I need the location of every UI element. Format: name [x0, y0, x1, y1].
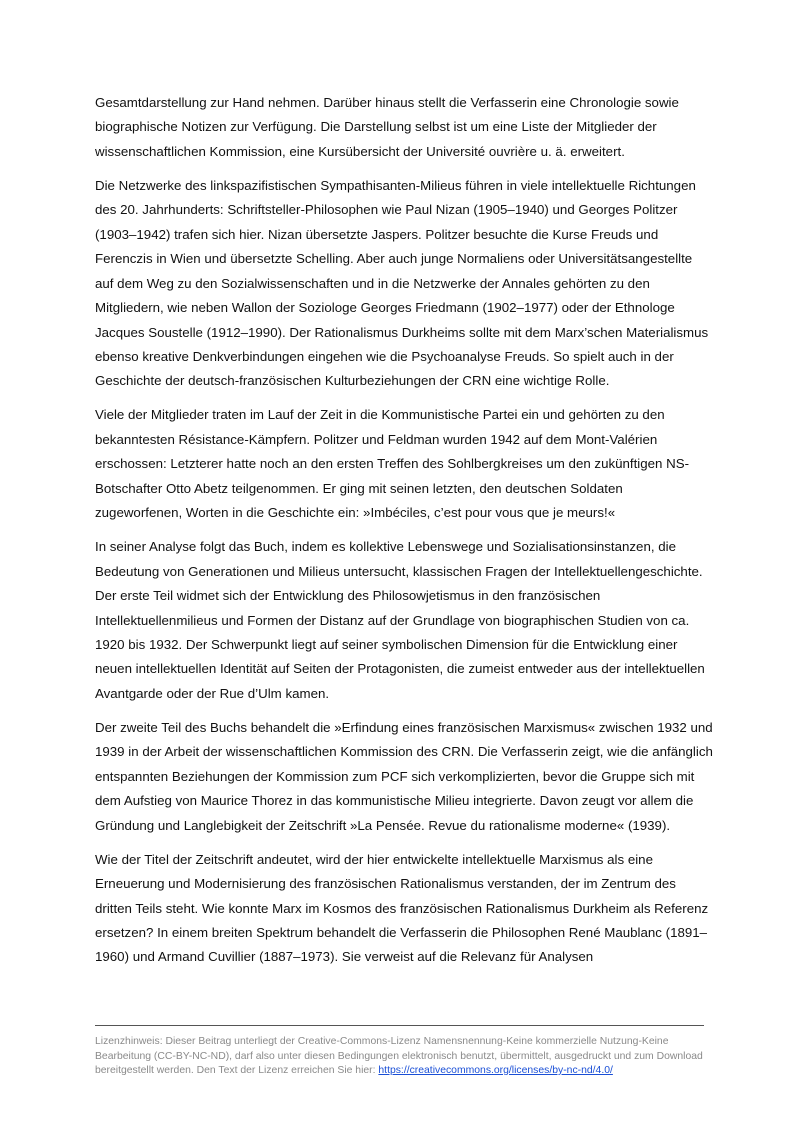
- paragraph-2: Die Netzwerke des linkspazifistischen Sympathisanten-Milieus führen in viele intellektuelle Richtungen des 20. Jahrhunderts: Schriftsteller-Philosophen wie Paul Nizan (1905–1940) und Georges Politzer (1903–1942) trafen sich hier. Nizan übersetzte Jaspers. Politzer besuchte die Kurse Freuds und Ferenczis in Wien und übersetzte Schelling. Aber auch junge Normaliens oder Universitätsangestellte auf dem Weg zu den Sozialwissenschaften und in die Netzwerke der Annales gehörten zu den Mitgliedern, wie neben Wallon der Soziologe Georges Friedmann (1902–1977) oder der Ethnologe Jacques Soustelle (1912–1990). Der Rationalismus Durkheims sollte mit dem Marx’schen Materialismus ebenso kreative Denkverbindungen eingehen wie die Psychoanalyse Freuds. So spielt auch in der Geschichte der deutsch-französischen Kulturbeziehungen der CRN eine wichtige Rolle.: [95, 177, 709, 389]
- license-link[interactable]: https://creativecommons.org/licenses/by-nc-nd/4.0/: [378, 1065, 613, 1076]
- article-body: [95, 91, 713, 979]
- paragraph-4: In seiner Analyse folgt das Buch, indem es kollektive Lebenswege und Sozialisationsinstanzen, die Bedeutung von Generationen und Milieus untersucht, klassischen Fragen der Intellektuellengeschichte. Der erste Teil widmet sich der Entwicklung des Philosowjetismus in den französischen Intellektuellenmilieus und Formen der Distanz auf der Grundlage von biographischen Studien von ca. 1920 bis 1932. Der Schwerpunkt liegt auf seiner symbolischen Dimension für die Entwicklung einer neuen intellektuellen Identität auf Seiten der Protagonisten, die zumeist entweder aus der intellektuellen Avantgarde oder der Rue d’Ulm kamen.: [95, 539, 705, 701]
- paragraph-6: Wie der Titel der Zeitschrift andeutet, wird der hier entwickelte intellektuelle Marxismus als eine Erneuerung und Modernisierung des französischen Rationalismus verstanden, der im Zentrum des dritten Teils steht. Wie konnte Marx im Kosmos des französischen Rationalismus Durkheim als Referenz ersetzen? In einem breiten Spektrum behandelt die Verfasserin die Philosophen René Maublanc (1891–1960) und Armand Cuvillier (1887–1973). Sie verweist auf die Relevanz für Analysen: [95, 851, 709, 965]
- paragraph-5: Der zweite Teil des Buchs behandelt die »Erfindung eines französischen Marxismus« zwischen 1932 und 1939 in der Arbeit der wissenschaftlichen Kommission des CRN. Die Verfasserin zeigt, wie die anfänglich entspannten Beziehungen der Kommission zum PCF sich verkomplizierten, bevor die Gruppe sich mit dem Aufstieg von Maurice Thorez in das kommunistische Milieu integrierte. Davon zeugt vor allem die Gründung und Langlebigkeit der Zeitschrift »La Pensée. Revue du rationalisme moderne« (1939).: [95, 719, 713, 833]
- footer-divider: [95, 1025, 704, 1026]
- paragraph-3: Viele der Mitglieder traten im Lauf der Zeit in die Kommunistische Partei ein und gehörten zu den bekanntesten Résistance-Kämpfern. Politzer und Feldman wurden 1942 auf dem Mont-Valérien erschossen: Letzterer hatte noch an den ersten Treffen des Sohlbergkreises um den zukünftigen NS-Botschafter Otto Abetz teilgenommen. Er ging mit seinen letzten, den deutschen Soldaten zugeworfenen, Worten in die Geschichte ein: »Imbéciles, c’est pour vous que je meurs!«: [95, 407, 690, 521]
- license-notice: [95, 1035, 707, 1079]
- license-text: Lizenzhinweis: Dieser Beitrag unterliegt der Creative-Commons-Lizenz Namensnennung-Keine kommerzielle Nutzung-Keine Bearbeitung (CC-BY-NC-ND), darf also unter diesen Bedingungen elektronisch benutzt, übermittelt, ausgedruckt und zum Download bereitgestellt werden. Den Text der Lizenz erreichen Sie hier:: [95, 1036, 703, 1076]
- paragraph-1: Gesamtdarstellung zur Hand nehmen. Darüber hinaus stellt die Verfasserin eine Chronologie sowie biographische Notizen zur Verfügung. Die Darstellung selbst ist um eine Liste der Mitglieder der wissenschaftlichen Kommission, eine Kursübersicht der Université ouvrière u. ä. erweitert.: [95, 95, 679, 159]
